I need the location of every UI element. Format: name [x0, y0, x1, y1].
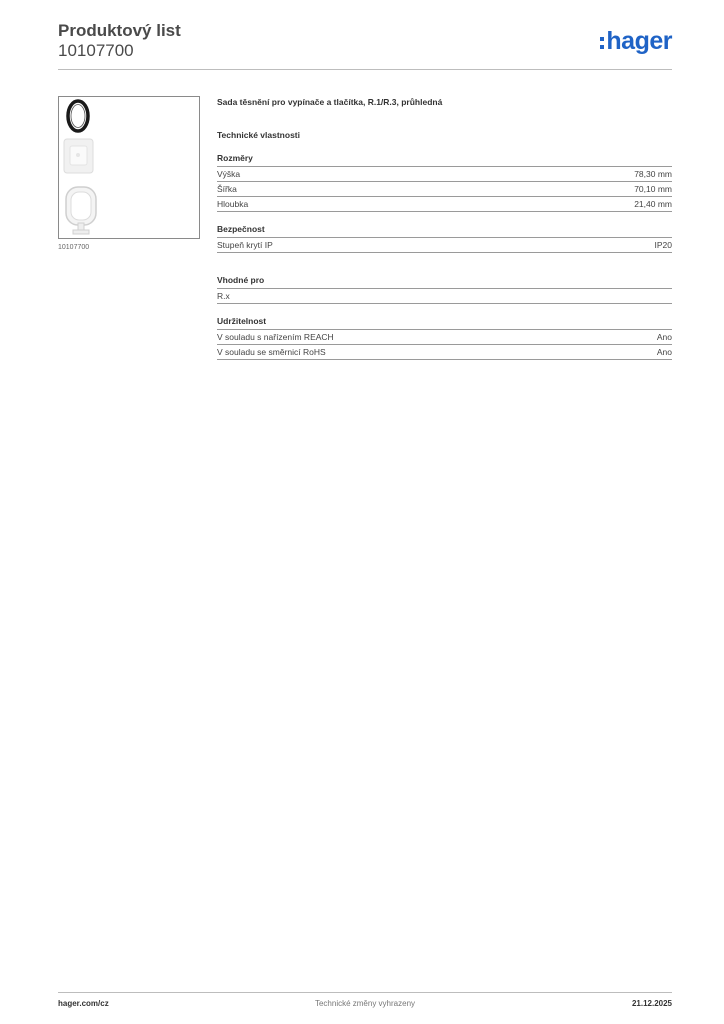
page-header — [58, 21, 672, 70]
transparent-plate-image — [64, 139, 93, 173]
row-label: V souladu se směrnicí RoHS — [217, 347, 326, 357]
transparent-frame-image — [66, 187, 96, 234]
row-label: Hloubka — [217, 199, 249, 209]
table-row — [217, 238, 672, 253]
product-image — [58, 96, 200, 239]
product-name: Sada těsnění pro vypínače a tlačítka, R.1/R.3, průhledná — [217, 97, 443, 107]
row-label: R.x — [217, 291, 230, 301]
group-title-suitable: Vhodné pro — [217, 275, 672, 289]
row-value: 78,30 mm — [634, 169, 672, 179]
table-row — [217, 182, 672, 197]
footer-website-link[interactable]: hager.com/cz — [58, 999, 109, 1008]
page-title: Produktový list — [58, 21, 181, 40]
image-caption: 10107700 — [58, 244, 90, 251]
logo-text: hager — [606, 27, 672, 55]
row-value: 21,40 mm — [634, 199, 672, 209]
footer-note: Technické změny vyhrazeny — [314, 999, 416, 1008]
logo-dots-icon — [600, 37, 604, 49]
product-code: 10107700 — [58, 41, 134, 60]
row-label: Šířka — [217, 184, 237, 194]
gasket-ring-image — [68, 101, 88, 131]
product-details — [217, 96, 672, 360]
hager-logo — [600, 27, 672, 55]
row-value: 70,10 mm — [634, 184, 672, 194]
group-title-sustainability: Udržitelnost — [217, 316, 672, 330]
footer-date: 21.12.2025 — [631, 999, 672, 1008]
table-row — [217, 345, 672, 360]
row-value: Ano — [656, 347, 672, 357]
section-title: Technické vlastnosti — [217, 130, 300, 140]
table-row — [217, 330, 672, 345]
row-value: Ano — [656, 332, 672, 342]
row-label: Výška — [217, 169, 241, 179]
row-value: IP20 — [654, 240, 672, 250]
group-title-dimensions: Rozměry — [217, 153, 672, 167]
table-row — [217, 167, 672, 182]
row-label: V souladu s nařízením REACH — [217, 332, 334, 342]
table-row — [217, 197, 672, 212]
page-footer — [58, 992, 672, 1008]
group-title-safety: Bezpečnost — [217, 224, 672, 238]
table-row — [217, 289, 672, 304]
row-label: Stupeň krytí IP — [217, 240, 273, 250]
